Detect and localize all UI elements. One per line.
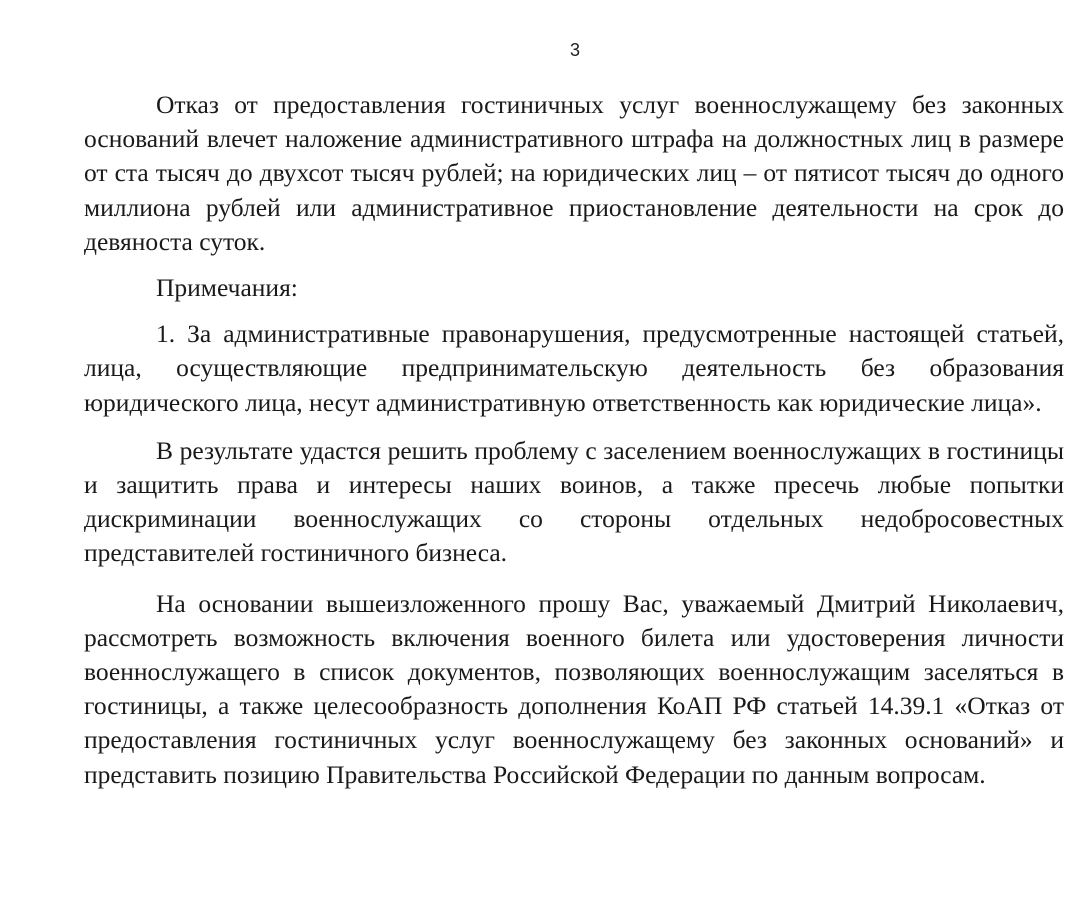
paragraph-result: В результате удастся решить проблему с заселением военнослужащих в гостиницы и защитить права и интересы наших воинов, а также пресечь любые попытки дискриминации военнослужащих со стороны отдельных недобросовестных представителей гостиничного бизнеса. — [84, 435, 1064, 568]
paragraph-note-1: 1. За административные правонарушения, предусмотренные настоящей статьей, лица, осуществляющие предпринимательскую деятельность без образования юридического лица, несут административную ответственность как юридические лица». — [84, 319, 1064, 417]
paragraph-penalty: Отказ от предоставления гостиничных услуг военнослужащему без законных оснований влечет наложение административного штрафа на должностных лиц в размере от ста тысяч до двухсот тысяч рублей; на юридических лиц – от пятисот тысяч до одного миллиона рублей или административное приостановление деятельности на срок до девяноста суток. — [84, 90, 1064, 256]
paragraph-notes-heading: Примечания: — [156, 273, 298, 303]
page-number: 3 — [569, 40, 580, 60]
document-body — [84, 88, 1064, 792]
paragraph-request: На основании вышеизложенного прошу Вас, уважаемый Дмитрий Николаевич, рассмотреть возможность включения военного билета или удостоверения личности военнослужащего в список документов, позволяющих военнослужащим заселяться в гостиницы, а также целесообразность дополнения КоАП РФ статьей 14.39.1 «Отказ от предоставления гостиничных услуг военнослужащему без законных оснований» и представить позицию Правительства Российской Федерации по данным вопросам. — [84, 588, 1064, 789]
